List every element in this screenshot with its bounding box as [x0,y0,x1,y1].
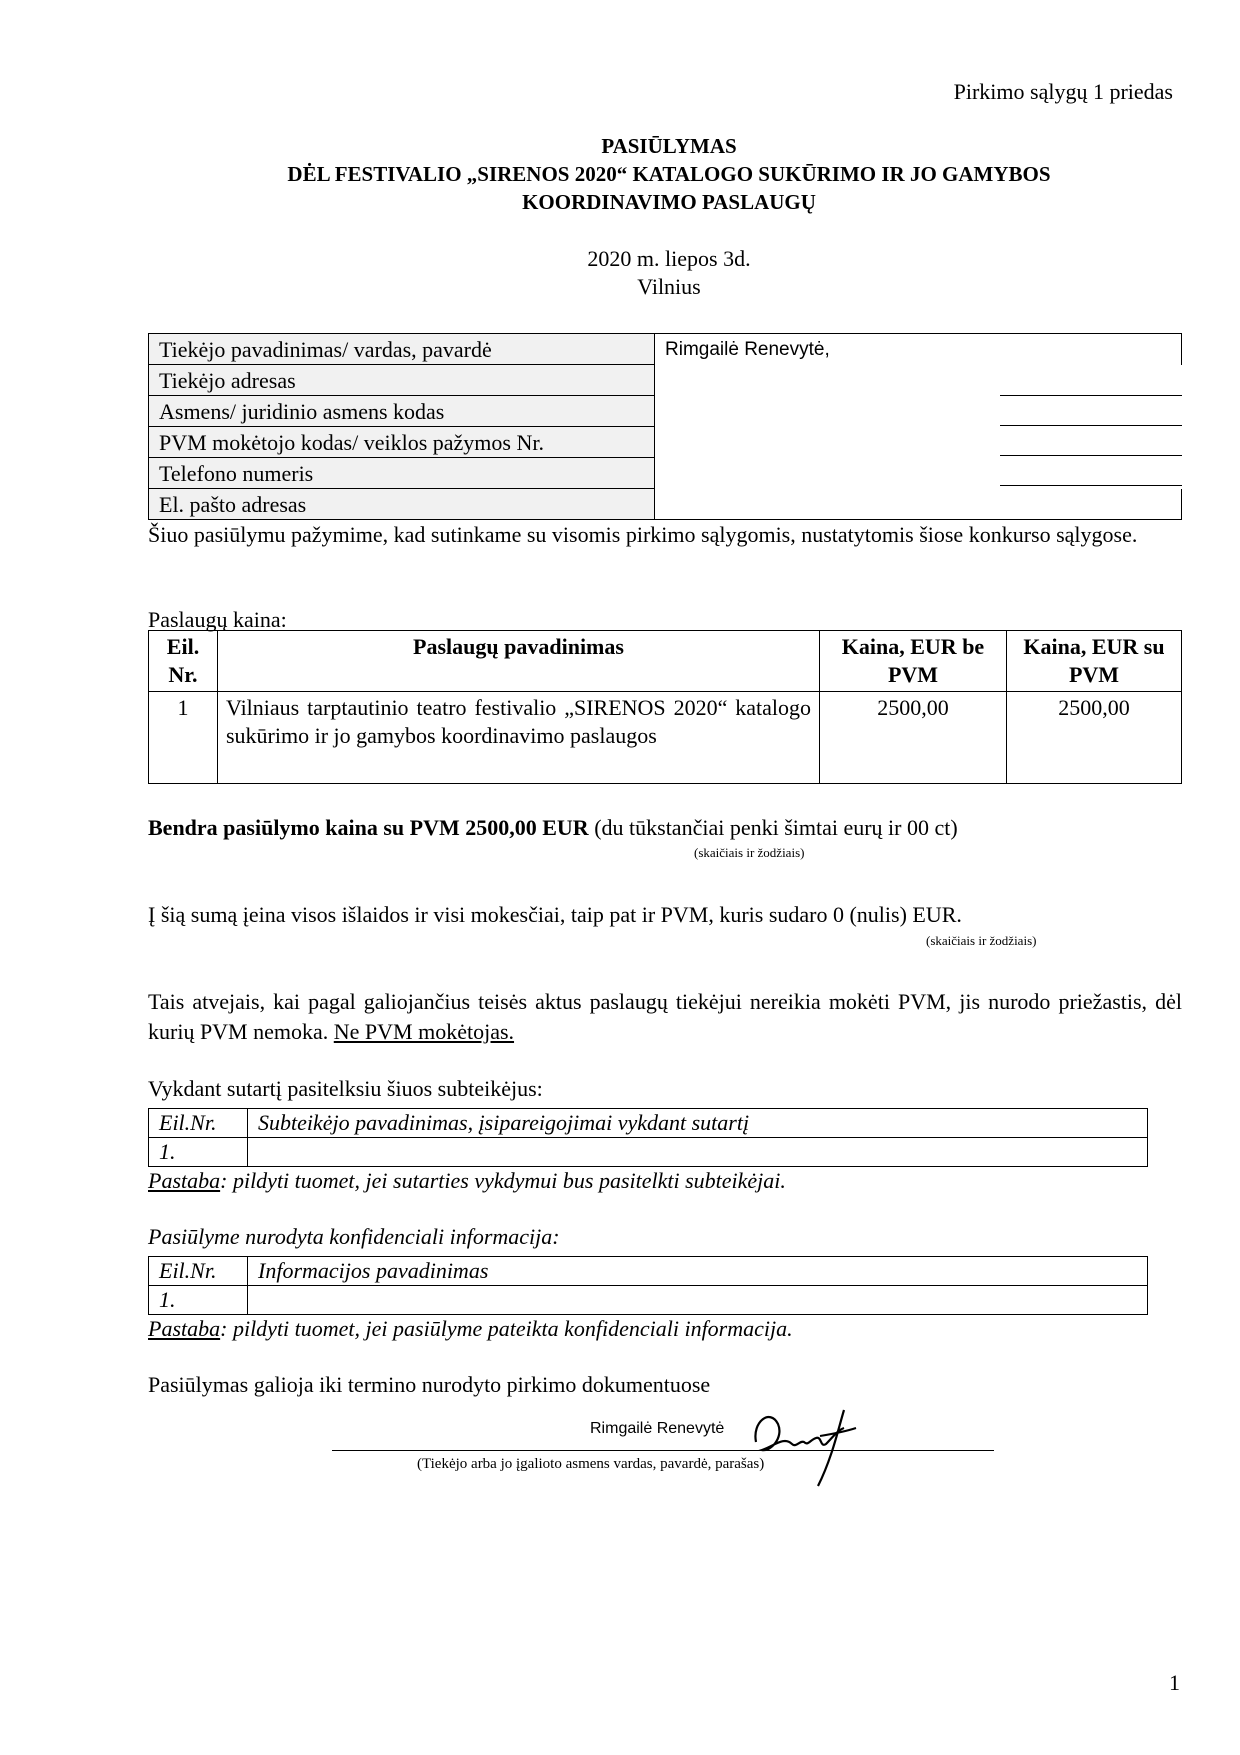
total-price-words: (du tūkstančiai penki šimtai eurų ir 00 ct) [588,815,958,840]
value-underline [1000,425,1182,426]
confidential-note [148,1316,793,1342]
date-block [0,245,1240,301]
page-number: 1 [1169,1670,1180,1695]
confidential-intro: Pasiūlyme nurodyta konfidenciali informacija: [148,1224,560,1249]
note-label: Pastaba [148,1168,221,1193]
supplier-row [149,396,1182,427]
price-label: Paslaugų kaina: [148,607,287,632]
agreement-text: Šiuo pasiūlymu pažymime, kad sutinkame su visomis pirkimo sąlygomis, nustatytomis šiose konkurso sąlygose. [148,522,1138,547]
included-caption: (skaičiais ir žodžiais) [926,933,1037,948]
subcontractors-row-name [248,1138,1148,1167]
total-price-bold: Bendra pasiūlymo kaina su PVM 2500,00 EUR [148,815,589,840]
subcontractors-note [148,1168,786,1194]
confidential-row-nr: 1. [149,1286,248,1315]
supplier-value [655,458,1182,489]
supplier-row [149,334,1182,365]
value-underline [1000,485,1182,486]
row-service-name: Vilniaus tarptautinio teatro festivalio „SIRENOS 2020“ katalogo sukūrimo ir jo gamybos koordinavimo paslaugos [218,692,820,784]
confidential-table [148,1256,1148,1315]
confidential-header-nr: Eil.Nr. [149,1257,248,1286]
document-title [0,132,1240,216]
supplier-table [148,333,1182,520]
confidential-row [149,1286,1148,1315]
subcontractors-table [148,1108,1148,1167]
row-nr: 1 [149,692,218,784]
subcontractors-header-nr: Eil.Nr. [149,1109,248,1138]
title-line-3: KOORDINAVIMO PASLAUGŲ [522,190,816,214]
validity-text: Pasiūlymas galioja iki termino nurodyto pirkimo dokumentuose [148,1372,711,1397]
header-service: Paslaugų pavadinimas [218,631,820,692]
supplier-row [149,458,1182,489]
signatory-name: Rimgailė Renevytė [590,1420,725,1437]
subcontractors-header-name: Subteikėjo pavadinimas, įsipareigojimai vykdant sutartį [248,1109,1148,1138]
price-table [148,630,1182,784]
vat-note-text: Tais atvejais, kai pagal galiojančius teisės aktus paslaugų tiekėjui nereikia mokėti PVM, jis nurodo priežastis, dėl kurių PVM nemoka. [148,989,1182,1044]
value-underline [1000,395,1182,396]
note-text: : pildyti tuomet, jei sutarties vykdymui bus pasitelkti subteikėjai. [220,1168,786,1193]
supplier-value [655,365,1182,396]
total-price [148,815,958,841]
document-date: 2020 m. liepos 3d. [587,246,751,271]
supplier-value [655,489,1182,520]
supplier-label: Asmens/ juridinio asmens kodas [149,396,655,427]
total-caption: (skaičiais ir žodžiais) [694,845,805,860]
vat-note-status: Ne PVM mokėtojas. [333,1019,515,1044]
subcontractors-row-nr: 1. [149,1138,248,1167]
confidential-header-row [149,1257,1148,1286]
handwritten-signature [748,1400,858,1490]
supplier-row [149,489,1182,520]
annex-label: Pirkimo sąlygų 1 priedas [953,79,1173,104]
supplier-value [655,427,1182,458]
header-price-vat: Kaina, EUR su PVM [1007,631,1182,692]
subcontractors-header-row [149,1109,1148,1138]
supplier-label: Tiekėjo adresas [149,365,655,396]
confidential-row-name [248,1286,1148,1315]
title-line-1: PASIŪLYMAS [601,134,737,158]
subcontractors-row [149,1138,1148,1167]
row-price-no-vat: 2500,00 [820,692,1007,784]
signature-caption: (Tiekėjo arba jo įgalioto asmens vardas, pavardė, parašas) [417,1456,765,1472]
supplier-label: Telefono numeris [149,458,655,489]
supplier-label: PVM mokėtojo kodas/ veiklos pažymos Nr. [149,427,655,458]
signature-line [332,1450,994,1451]
note-text: : pildyti tuomet, jei pasiūlyme pateikta konfidenciali informacija. [220,1316,793,1341]
subcontractors-intro: Vykdant sutartį pasitelksiu šiuos subteikėjus: [148,1076,543,1101]
supplier-row [149,427,1182,458]
supplier-value [655,396,1182,427]
price-row [149,692,1182,784]
vat-note [148,987,1182,1047]
price-header-row [149,631,1182,692]
document-city: Vilnius [637,274,701,299]
note-label: Pastaba [148,1316,221,1341]
supplier-value: Rimgailė Renevytė, [655,334,1182,365]
header-nr: Eil. Nr. [149,631,218,692]
supplier-row [149,365,1182,396]
header-price-no-vat: Kaina, EUR be PVM [820,631,1007,692]
supplier-label: Tiekėjo pavadinimas/ vardas, pavardė [149,334,655,365]
included-text: Į šią sumą įeina visos išlaidos ir visi mokesčiai, taip pat ir PVM, kuris sudaro 0 (nulis) EUR. [148,902,962,927]
supplier-label: El. pašto adresas [149,489,655,520]
row-price-vat: 2500,00 [1007,692,1182,784]
confidential-header-name: Informacijos pavadinimas [248,1257,1148,1286]
title-line-2: DĖL FESTIVALIO „SIRENOS 2020“ KATALOGO SUKŪRIMO IR JO GAMYBOS [287,162,1051,186]
value-underline [1000,455,1182,456]
